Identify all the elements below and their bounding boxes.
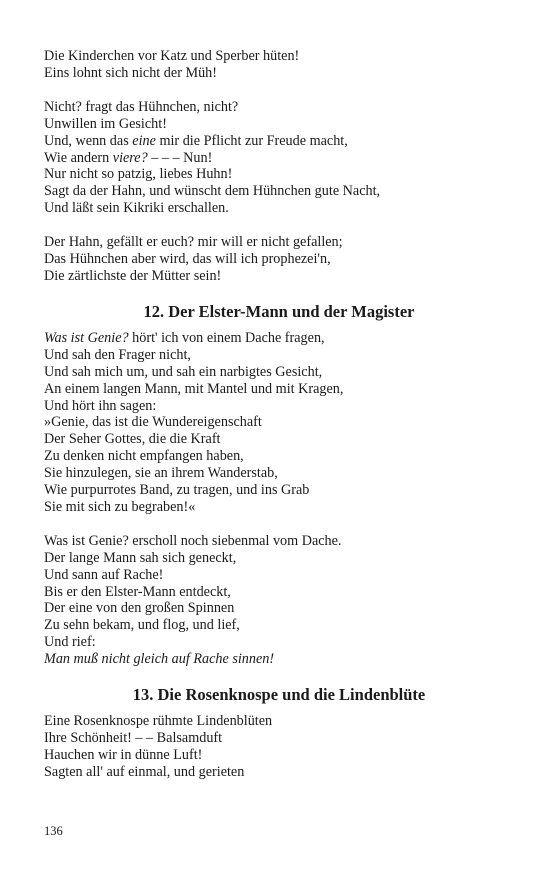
poem-part-1 xyxy=(44,48,514,285)
verse-line xyxy=(44,533,514,550)
verse-text: Wie andern xyxy=(44,149,113,166)
verse-text: Die zärtlichste der Mütter sein! xyxy=(44,267,222,284)
verse-text: Das Hühnchen aber wird, das will ich prophezei'n, xyxy=(44,251,331,268)
verse-line xyxy=(44,465,514,482)
verse-line xyxy=(44,482,514,499)
verse-line xyxy=(44,567,514,584)
page-number: 136 xyxy=(44,824,63,838)
verse-line xyxy=(44,381,514,398)
verse-line xyxy=(44,364,514,381)
verse-text: Eins lohnt sich nicht der Müh! xyxy=(44,64,217,81)
verse-line xyxy=(44,584,514,601)
verse-line xyxy=(44,448,514,465)
poem-part-3 xyxy=(44,713,514,781)
verse-text: Der lange Mann sah sich geneckt, xyxy=(44,549,237,566)
stanza xyxy=(44,234,514,285)
verse-line xyxy=(44,414,514,431)
verse-line xyxy=(44,499,514,516)
verse-text: Der Hahn, gefällt er euch? mir will er nicht gefallen; xyxy=(44,234,343,251)
verse-text: Zu denken nicht empfangen haben, xyxy=(44,448,244,465)
heading-fable-12: 12. Der Elster-Mann und der Magister xyxy=(143,301,415,321)
verse-text: Unwillen im Gesicht! xyxy=(44,115,167,132)
verse-line xyxy=(44,268,514,285)
verse-line xyxy=(44,730,514,747)
verse-text: Sagten all' auf einmal, und gerieten xyxy=(44,763,245,780)
stanza xyxy=(44,330,514,516)
verse-text: Hauchen wir in dünne Luft! xyxy=(44,746,203,763)
verse-line xyxy=(44,431,514,448)
verse-text: Der eine von den großen Spinnen xyxy=(44,600,235,617)
verse-line xyxy=(44,713,514,730)
verse-line xyxy=(44,747,514,764)
book-page xyxy=(44,48,514,798)
verse-text: – – – Nun! xyxy=(147,149,213,166)
poem-part-2 xyxy=(44,330,514,668)
verse-text: Und läßt sein Kikriki erschallen. xyxy=(44,200,229,217)
verse-line xyxy=(44,651,514,668)
verse-text: Bis er den Elster-Mann entdeckt, xyxy=(44,583,231,600)
verse-line xyxy=(44,200,514,217)
verse-line xyxy=(44,600,514,617)
verse-text: Nur nicht so patzig, liebes Huhn! xyxy=(44,166,233,183)
verse-text: Ihre Schönheit! – – Balsamduft xyxy=(44,730,223,746)
verse-text: Eine Rosenknospe rühmte Lindenblüten xyxy=(44,713,273,730)
heading-fable-13: 13. Die Rosenknospe und die Lindenblüte xyxy=(132,685,426,705)
verse-emphasis: eine xyxy=(132,132,156,149)
verse-text: Zu sehn bekam, und flog, und lief, xyxy=(44,617,240,634)
verse-line xyxy=(44,634,514,651)
verse-text: Und sann auf Rache! xyxy=(44,566,164,583)
verse-line xyxy=(44,617,514,634)
verse-line xyxy=(44,133,514,150)
stanza xyxy=(44,713,514,781)
verse-text: Und, wenn das xyxy=(44,132,133,149)
verse-line xyxy=(44,99,514,116)
stanza xyxy=(44,99,514,217)
verse-line xyxy=(44,550,514,567)
stanza xyxy=(44,533,514,668)
verse-text: Und rief: xyxy=(44,634,96,651)
verse-line xyxy=(44,234,514,251)
verse-text: mir die Pflicht zur Freude macht, xyxy=(155,132,348,149)
verse-emphasis: viere? xyxy=(112,149,148,166)
verse-text: Die Kinderchen vor Katz und Sperber hüten! xyxy=(44,48,300,64)
verse-text: Und sah den Frager nicht, xyxy=(44,346,191,363)
verse-text: Der Seher Gottes, die die Kraft xyxy=(44,431,221,448)
verse-text: hört' ich von einem Dache fragen, xyxy=(128,329,325,346)
verse-text: Sie hinzulegen, sie an ihrem Wanderstab, xyxy=(44,465,278,482)
verse-line xyxy=(44,65,514,82)
verse-text: »Genie, das ist die Wundereigenschaft xyxy=(44,414,262,431)
verse-line xyxy=(44,398,514,415)
verse-line xyxy=(44,251,514,268)
verse-text: Und hört ihn sagen: xyxy=(44,397,157,414)
verse-text: Und sah mich um, und sah ein narbigtes Gesicht, xyxy=(44,363,323,380)
verse-text: Sie mit sich zu begraben!« xyxy=(44,498,196,515)
verse-line xyxy=(44,330,514,347)
verse-line xyxy=(44,347,514,364)
verse-text: Was ist Genie? erscholl noch siebenmal vom Dache. xyxy=(44,532,342,549)
stanza xyxy=(44,48,514,82)
verse-emphasis: Man muß nicht gleich auf Rache sinnen! xyxy=(44,651,275,668)
verse-line xyxy=(44,116,514,133)
verse-text: Nicht? fragt das Hühnchen, nicht? xyxy=(44,98,239,115)
verse-text: An einem langen Mann, mit Mantel und mit Kragen, xyxy=(44,380,344,397)
verse-text: Sagt da der Hahn, und wünscht dem Hühnchen gute Nacht, xyxy=(44,183,381,200)
verse-line xyxy=(44,183,514,200)
verse-line xyxy=(44,150,514,167)
verse-emphasis: Was ist Genie? xyxy=(44,329,129,346)
verse-line xyxy=(44,166,514,183)
verse-line xyxy=(44,48,514,65)
verse-line xyxy=(44,764,514,781)
verse-text: Wie purpurrotes Band, zu tragen, und ins Grab xyxy=(44,482,310,499)
